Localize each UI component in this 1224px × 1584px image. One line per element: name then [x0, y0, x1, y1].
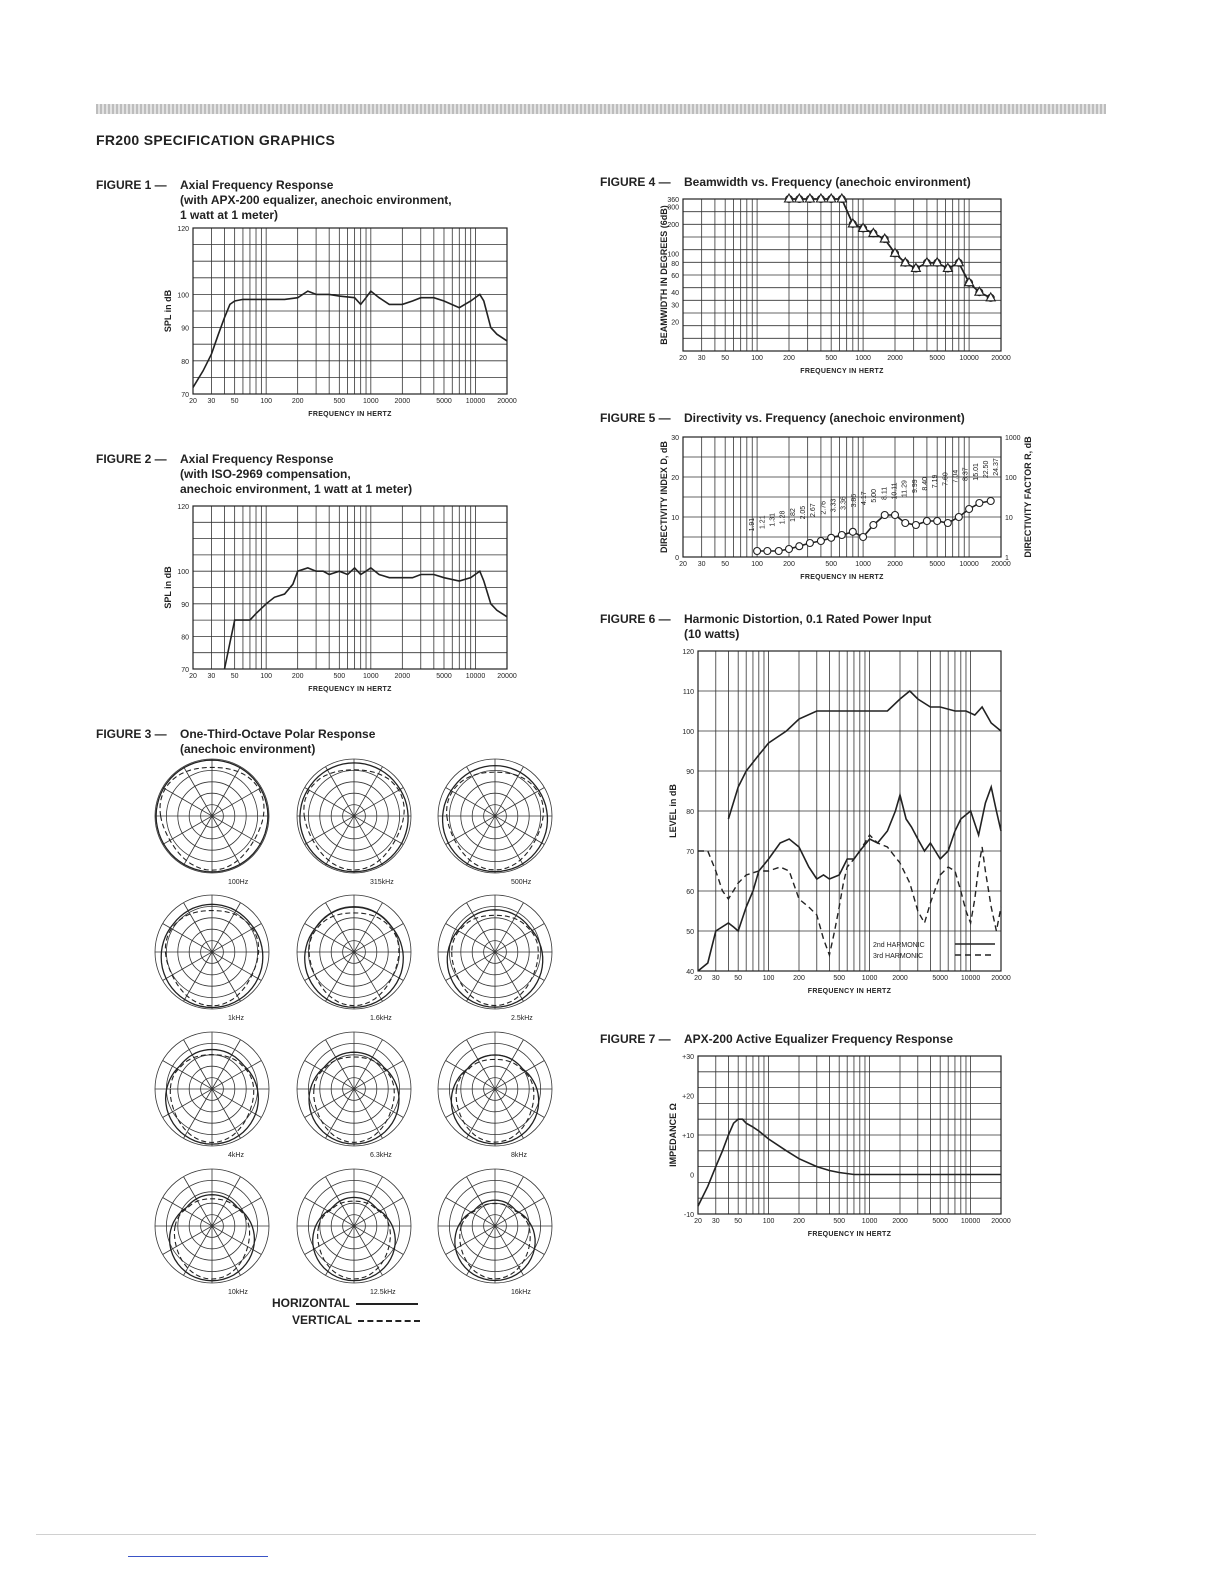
page-title: FR200 SPECIFICATION GRAPHICS — [96, 132, 336, 148]
x-tick-label: 2000 — [887, 355, 903, 362]
data-label: 1.28 — [779, 510, 787, 525]
x-tick-label: 50 — [734, 975, 743, 982]
x-tick-label: 10000 — [960, 1218, 981, 1225]
data-label: 15.01 — [972, 463, 980, 481]
legend-2nd-harmonic: 2nd HARMONIC — [873, 942, 925, 949]
y-tick-label: 80 — [686, 809, 694, 816]
x-tick-label: 2000 — [394, 398, 411, 405]
y-tick-label: 60 — [686, 889, 694, 896]
x-tick-label: 100 — [751, 355, 763, 362]
x-tick-label: 1000 — [363, 398, 379, 405]
data-label: 3.36 — [840, 496, 848, 510]
figure6-title: Harmonic Distortion, 0.1 Rated Power Input — [684, 612, 932, 626]
x-tick-label: 20 — [189, 673, 197, 680]
data-label: 7.19 — [932, 474, 940, 489]
y-tick-label: 40 — [686, 969, 694, 976]
figure2-title: Axial Frequency Response — [180, 452, 334, 466]
x-tick-label: 100 — [751, 561, 763, 568]
figure7-number: FIGURE 7 — — [600, 1032, 671, 1046]
figure2-number: FIGURE 2 — — [96, 452, 167, 466]
x-tick-label: 500 — [333, 398, 346, 405]
data-label: 7.04 — [952, 469, 960, 484]
figure4-number: FIGURE 4 — — [600, 175, 671, 189]
y-tick-label: 120 — [177, 504, 189, 511]
figure1-number: FIGURE 1 — — [96, 178, 167, 192]
x-tick-label: 20000 — [991, 975, 1011, 982]
y-tick-label: 80 — [181, 634, 189, 642]
y-axis-label: SPL in dB — [163, 289, 173, 333]
figure6-number: FIGURE 6 — — [600, 612, 671, 626]
y-tick-label: 40 — [671, 290, 679, 298]
x-tick-label: 10000 — [960, 975, 981, 982]
y-tick-label: -10 — [683, 1212, 694, 1219]
y-tick-label: 0 — [675, 555, 679, 562]
x-tick-label: 200 — [291, 398, 304, 405]
data-label: 4.17 — [861, 491, 869, 506]
x-tick-label: 2000 — [892, 975, 908, 982]
y-tick-label: 30 — [671, 435, 679, 442]
x-tick-label: 50 — [721, 355, 730, 362]
x-tick-label: 1000 — [363, 673, 379, 680]
y2-tick-label: 10 — [1005, 515, 1013, 522]
x-axis-label: FREQUENCY IN HERTZ — [807, 1231, 892, 1238]
x-tick-label: 50 — [721, 561, 730, 568]
y2-tick-label: 100 — [1005, 475, 1017, 482]
data-label: 2.05 — [800, 505, 808, 520]
y-tick-label: 70 — [181, 667, 189, 674]
polar-frequency-label: 4kHz — [228, 1152, 244, 1159]
x-tick-label: 100 — [762, 1218, 775, 1225]
x-tick-label: 2000 — [887, 561, 903, 568]
figure2-subtitle-1: (with ISO-2969 compensation, — [180, 467, 351, 481]
legend-horizontal-label: HORIZONTAL — [272, 1296, 350, 1310]
figure3-number: FIGURE 3 — — [96, 727, 167, 741]
y-tick-label: 20 — [671, 319, 679, 327]
figure3-title: One-Third-Octave Polar Response — [180, 727, 376, 741]
y-tick-label: 80 — [671, 260, 679, 268]
y-tick-label: 70 — [686, 849, 694, 856]
x-tick-label: 20000 — [497, 398, 517, 405]
x-tick-label: 10000 — [465, 398, 486, 405]
y-tick-label: 110 — [682, 689, 694, 696]
data-label: 11.29 — [901, 480, 909, 498]
x-tick-label: 10000 — [959, 561, 979, 568]
x-tick-label: 2000 — [892, 1218, 908, 1225]
data-label: 7.60 — [942, 472, 950, 486]
x-tick-label: 500 — [825, 561, 838, 568]
figure3-subtitle-1: (anechoic environment) — [180, 742, 316, 756]
data-label: 8.11 — [881, 486, 889, 500]
x-tick-label: 500 — [833, 1218, 846, 1225]
x-axis-label: FREQUENCY IN HERTZ — [807, 988, 892, 995]
y-tick-label: 120 — [177, 226, 189, 233]
data-label: 9.99 — [911, 479, 919, 494]
y2-tick-label: 1000 — [1005, 435, 1021, 442]
figure5-number: FIGURE 5 — — [600, 411, 671, 425]
data-label: 8.37 — [962, 467, 970, 482]
x-tick-label: 20000 — [497, 673, 517, 680]
y-axis-label: SPL in dB — [163, 566, 173, 609]
x-tick-label: 1000 — [855, 355, 871, 362]
data-label: 5.00 — [871, 488, 879, 503]
x-tick-label: 30 — [697, 355, 706, 362]
x-tick-label: 30 — [711, 1218, 720, 1225]
figure6-subtitle-1: (10 watts) — [684, 627, 740, 641]
data-label: 2.67 — [810, 503, 818, 518]
data-label: 3.33 — [830, 498, 838, 513]
data-label: 3.86 — [850, 493, 858, 508]
y-tick-label: 10 — [671, 515, 679, 522]
y-tick-label: 100 — [667, 251, 679, 259]
x-tick-label: 500 — [333, 673, 346, 680]
x-tick-label: 30 — [711, 975, 720, 982]
x-tick-label: 20 — [694, 1218, 702, 1225]
x-axis-label: FREQUENCY IN HERTZ — [308, 411, 392, 418]
y2-tick-label: 1 — [1005, 555, 1009, 562]
y-tick-label: 0 — [690, 1172, 694, 1180]
x-tick-label: 200 — [793, 975, 805, 982]
x-axis-label: FREQUENCY IN HERTZ — [800, 368, 884, 375]
x-tick-label: 5000 — [932, 1218, 948, 1225]
polar-frequency-label: 12.5kHz — [370, 1289, 396, 1296]
x-tick-label: 200 — [291, 673, 304, 680]
data-label: 1.21 — [759, 515, 767, 530]
polar-frequency-label: 100Hz — [228, 879, 249, 886]
figure4-title: Beamwidth vs. Frequency (anechoic environment) — [684, 175, 971, 189]
figure1-subtitle-2: 1 watt at 1 meter) — [180, 208, 279, 222]
x-tick-label: 30 — [697, 561, 706, 568]
y-axis-label: IMPEDANCE Ω — [668, 1103, 678, 1167]
x-tick-label: 100 — [260, 673, 273, 680]
data-label: 1.82 — [789, 508, 797, 522]
x-tick-label: 500 — [825, 355, 838, 362]
x-tick-label: 5000 — [436, 673, 452, 680]
y-tick-label: 90 — [686, 769, 694, 776]
x-tick-label: 20 — [679, 561, 687, 568]
footer-link-rule — [128, 1556, 268, 1557]
x-tick-label: 5000 — [929, 561, 945, 568]
data-label: 10.11 — [891, 482, 899, 500]
data-label: 2.76 — [820, 500, 828, 515]
x-tick-label: 1000 — [855, 561, 871, 568]
y-tick-label: 30 — [671, 302, 679, 310]
polar-frequency-label: 1kHz — [228, 1015, 244, 1022]
x-tick-label: 5000 — [932, 975, 948, 982]
y-tick-label: +20 — [682, 1093, 694, 1101]
polar-frequency-label: 500Hz — [511, 879, 532, 886]
x-tick-label: 1000 — [861, 975, 878, 982]
data-label: 24.37 — [993, 458, 1001, 476]
y-tick-label: 120 — [682, 649, 694, 656]
x-tick-label: 200 — [783, 355, 795, 362]
x-tick-label: 30 — [207, 398, 216, 405]
x-tick-label: 1000 — [861, 1218, 878, 1225]
polar-frequency-label: 16kHz — [511, 1289, 531, 1296]
data-label: 1.31 — [769, 512, 777, 527]
legend-3rd-harmonic: 3rd HARMONIC — [873, 953, 924, 960]
x-tick-label: 30 — [207, 673, 216, 680]
x-tick-label: 5000 — [436, 398, 452, 405]
x-tick-label: 20 — [694, 975, 702, 982]
y-tick-label: 90 — [181, 325, 189, 333]
y-tick-label: 90 — [181, 601, 189, 609]
legend-vertical-label: VERTICAL — [292, 1313, 352, 1327]
y-tick-label: 50 — [686, 929, 694, 936]
x-tick-label: 50 — [230, 398, 239, 405]
x-tick-label: 500 — [833, 975, 846, 982]
y-tick-label: 200 — [667, 221, 679, 229]
x-tick-label: 50 — [734, 1218, 743, 1225]
polar-frequency-label: 6.3kHz — [370, 1152, 392, 1159]
y2-axis-label: DIRECTIVITY FACTOR R, dB — [1023, 436, 1033, 558]
x-tick-label: 5000 — [929, 355, 945, 362]
y-tick-label: 20 — [671, 475, 679, 482]
figure5-title: Directivity vs. Frequency (anechoic environment) — [684, 411, 965, 425]
polar-frequency-label: 8kHz — [511, 1152, 527, 1159]
data-label: 1.91 — [749, 517, 757, 532]
x-tick-label: 20 — [679, 355, 687, 362]
x-tick-label: 20000 — [991, 355, 1011, 362]
x-tick-label: 20 — [189, 398, 197, 405]
data-label: 8.40 — [922, 476, 930, 491]
x-tick-label: 200 — [793, 1218, 805, 1225]
y-tick-label: +30 — [682, 1054, 694, 1061]
y-tick-label: 80 — [181, 358, 189, 366]
data-label: 22.50 — [982, 460, 990, 479]
polar-frequency-label: 10kHz — [228, 1289, 248, 1296]
x-tick-label: 100 — [260, 398, 273, 405]
grid-lines — [698, 1056, 1001, 1214]
figure1-subtitle-1: (with APX-200 equalizer, anechoic environment, — [180, 193, 452, 207]
footer-rule — [36, 1534, 1036, 1535]
y-tick-label: 100 — [682, 729, 694, 736]
figure1-title: Axial Frequency Response — [180, 178, 334, 192]
y-axis-label: BEAMWIDTH IN DEGREES (6dB) — [659, 205, 669, 345]
figure7-title: APX-200 Active Equalizer Frequency Response — [684, 1032, 953, 1046]
x-tick-label: 50 — [230, 673, 239, 680]
y-tick-label: +10 — [682, 1133, 694, 1140]
y-tick-label: 100 — [177, 292, 189, 300]
polar-frequency-label: 315kHz — [370, 879, 394, 886]
y-tick-label: 60 — [671, 273, 679, 280]
y-tick-label: 100 — [177, 569, 189, 577]
y-axis-label: LEVEL in dB — [668, 784, 678, 838]
x-tick-label: 20000 — [991, 1218, 1011, 1225]
y-tick-label: 360 — [667, 197, 679, 204]
x-tick-label: 100 — [762, 975, 775, 982]
y-axis-label: DIRECTIVITY INDEX D, dB — [659, 441, 669, 553]
x-tick-label: 2000 — [394, 673, 411, 680]
x-tick-label: 200 — [783, 561, 795, 568]
y-tick-label: 300 — [667, 204, 679, 212]
series-line-eq — [698, 1119, 1001, 1206]
x-axis-label: FREQUENCY IN HERTZ — [800, 574, 884, 581]
figure2-subtitle-2: anechoic environment, 1 watt at 1 meter) — [180, 482, 413, 496]
polar-frequency-label: 1.6kHz — [370, 1015, 392, 1022]
x-tick-label: 10000 — [465, 673, 486, 680]
x-tick-label: 10000 — [959, 355, 979, 362]
x-tick-label: 20000 — [991, 561, 1011, 568]
x-axis-label: FREQUENCY IN HERTZ — [308, 686, 392, 693]
polar-frequency-label: 2.5kHz — [511, 1015, 533, 1022]
y-tick-label: 70 — [181, 392, 189, 399]
